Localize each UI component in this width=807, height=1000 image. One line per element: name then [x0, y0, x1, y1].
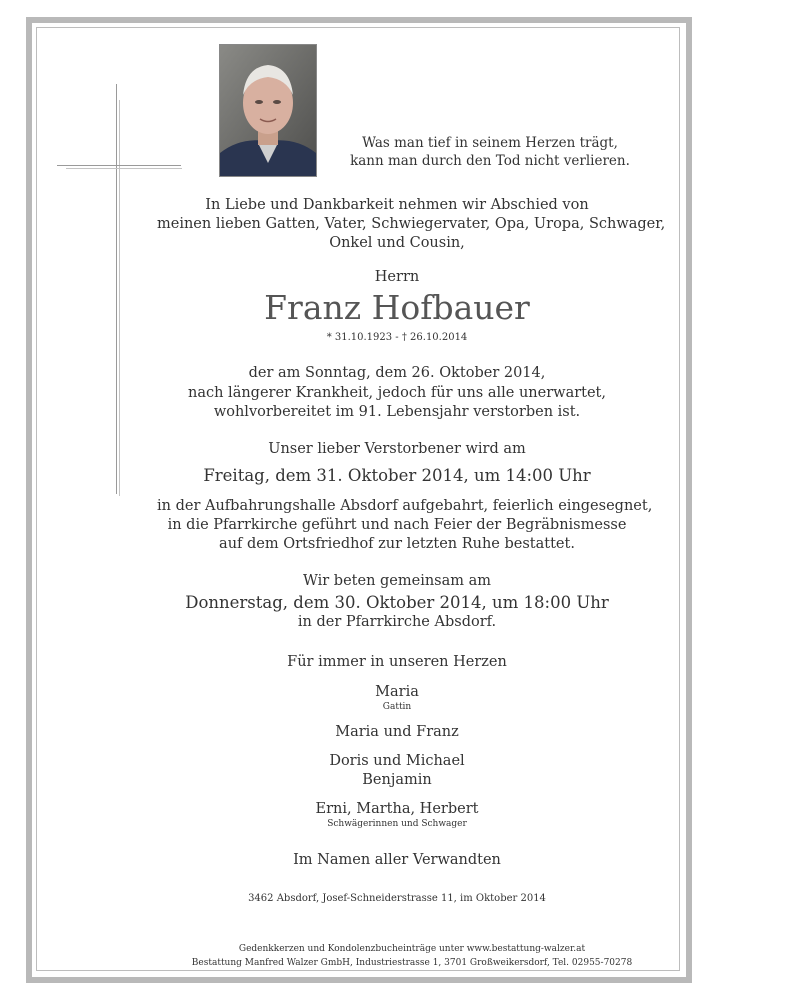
life-dates: * 31.10.1923 - † 26.10.2014 [326, 332, 468, 343]
death-line-2: nach längerer Krankheit, jedoch für uns alle unerwartet, [188, 385, 606, 401]
intro-line-3: Onkel und Cousin, [329, 235, 465, 251]
portrait-photo [219, 44, 317, 177]
prayer-line-2: Donnerstag, dem 30. Oktober 2014, um 18:00 Uhr [185, 593, 609, 612]
footer-line-1: Gedenkkerzen und Kondolenzbucheinträge unter www.bestattung-walzer.at [238, 944, 586, 954]
motto-line-1: Was man tief in seinem Herzen trägt, [362, 135, 618, 151]
intro-line-2: meinen lieben Gatten, Vater, Schwiegervater, Opa, Uropa, Schwager, [157, 216, 666, 232]
footer-line-2: Bestattung Manfred Walzer GmbH, Industriestrasse 1, 3701 Großweikersdorf, Tel. 02955-70278 [191, 958, 633, 968]
funeral-line-3: auf dem Ortsfriedhof zur letzten Ruhe bestattet. [219, 536, 575, 552]
prayer-line-1: Wir beten gemeinsam am [302, 573, 492, 589]
mourner-name-1: Maria [375, 684, 419, 700]
mourner-name-3: Doris und Michael [329, 753, 465, 769]
mourner-name-4: Erni, Martha, Herbert [315, 801, 479, 817]
mourner-name-2: Maria und Franz [335, 724, 459, 740]
mourners-closing: Im Namen aller Verwandten [293, 852, 501, 868]
intro-line-1: In Liebe und Dankbarkeit nehmen wir Abschied von [205, 197, 589, 213]
salutation: Herrn [374, 269, 420, 285]
prayer-line-3: in der Pfarrkirche Absdorf. [297, 614, 497, 630]
death-line-3: wohlvorbereitet im 91. Lebensjahr verstorben ist. [213, 404, 581, 420]
mourner-role-4: Schwägerinnen und Schwager [327, 819, 467, 829]
deceased-name: Franz Hofbauer [264, 288, 530, 327]
funeral-intro: Unser lieber Verstorbener wird am [268, 441, 526, 457]
funeral-date-time: Freitag, dem 31. Oktober 2014, um 14:00 Uhr [203, 466, 591, 485]
mourner-sub-3: Benjamin [362, 772, 432, 788]
mourners-heading: Für immer in unseren Herzen [287, 654, 507, 670]
funeral-line-2: in die Pfarrkirche geführt und nach Feier der Begräbnismesse [167, 517, 627, 533]
address-line: 3462 Absdorf, Josef-Schneiderstrasse 11, im Oktober 2014 [248, 893, 546, 904]
funeral-line-1: in der Aufbahrungshalle Absdorf aufgebahrt, feierlich eingesegnet, [157, 498, 653, 514]
motto-line-2: kann man durch den Tod nicht verlieren. [350, 153, 630, 169]
mourner-role-1: Gattin [382, 702, 412, 712]
death-line-1: der am Sonntag, dem 26. Oktober 2014, [248, 365, 546, 381]
